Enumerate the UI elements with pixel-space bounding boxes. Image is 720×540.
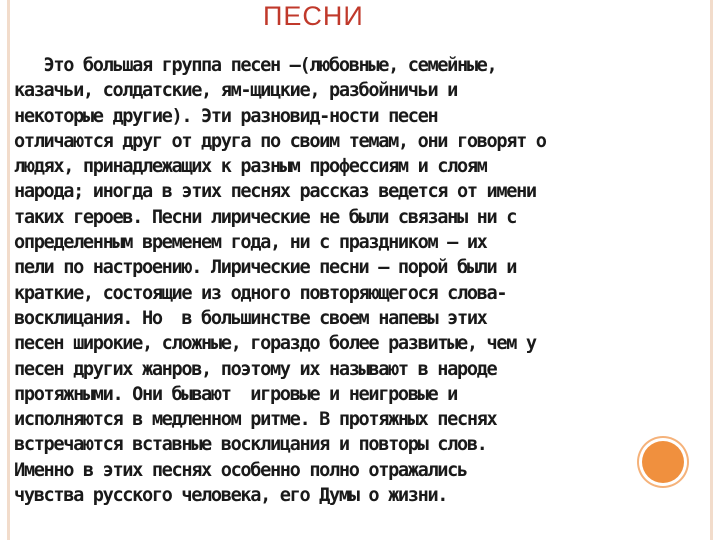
frame-left-line (7, 0, 10, 540)
slide-title: ПЕСНИ (263, 1, 364, 31)
text-line: Именно в этих песнях особенно полно отражались (14, 459, 467, 481)
title-area (0, 0, 720, 40)
text-line: встречаются вставные восклицания и повторы слов. (14, 434, 487, 456)
text-line: исполняются в медленном ритме. В протяжных песнях (14, 409, 497, 431)
decorative-circle (642, 441, 684, 483)
text-line: народа; иногда в этих песнях рассказ ведется от имени (14, 181, 536, 203)
text-line: таких героев. Песни лирические не были связаны ни с (14, 206, 517, 228)
text-line: краткие, состоящие из одного повторяющегося слова- (14, 282, 507, 304)
text-line: казачьи, солдатские, ям-щицкие, разбойничьи и (14, 80, 457, 102)
body-text (14, 53, 706, 508)
text-line: отличаются друг от друга по своим темам, они говорят о (14, 130, 546, 152)
text-line: пели по настроению. Лирические песни — порой были и (14, 257, 517, 279)
text-line: песен других жанров, поэтому их называют в народе (14, 358, 497, 380)
text-line: определенным временем года, ни с праздником — их (14, 232, 487, 254)
text-line: восклицания. Но в большинстве своем напевы этих (14, 307, 487, 329)
text-line: протяжными. Они бывают игровые и неигровые и (14, 383, 457, 405)
text-line: людях, принадлежащих к разным профессиям и слоям (14, 156, 487, 178)
text-line: некоторые другие). Эти разновид-ности песен (14, 105, 438, 127)
text-line: Это большая группа песен —(любовные, семейные, (14, 55, 497, 76)
frame-right-line (710, 0, 713, 540)
text-line: чувства русского человека, его Думы о жизни. (14, 485, 448, 507)
text-line: песен широкие, сложные, гораздо более развитые, чем у (14, 333, 536, 355)
